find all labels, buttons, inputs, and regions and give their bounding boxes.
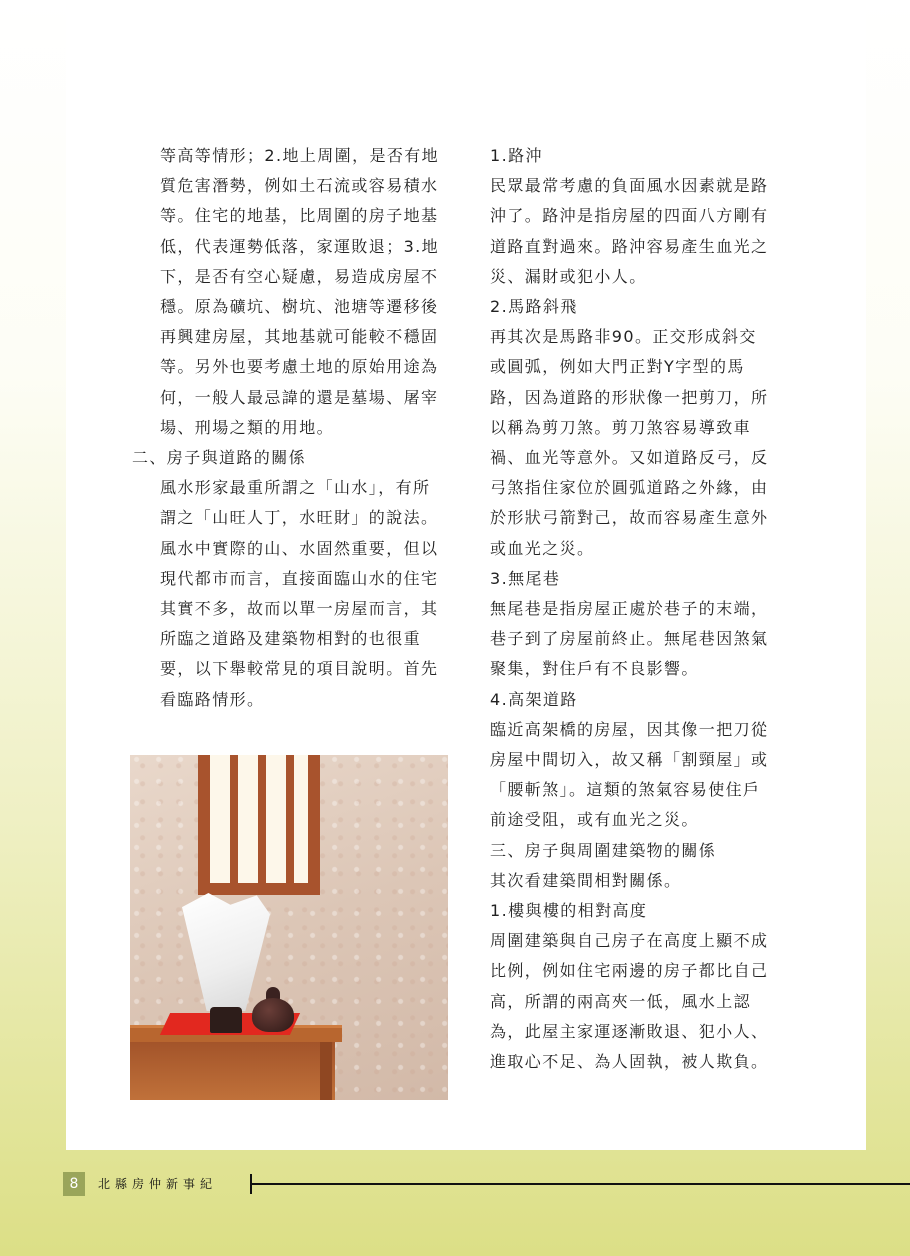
magazine-title: 北縣房仲新事紀	[98, 1177, 218, 1191]
text-line: 或血光之災。	[490, 538, 595, 558]
right-column	[490, 141, 810, 1077]
section-3-intro: 其次看建築間相對關係。	[490, 870, 682, 890]
lamp-shade	[182, 893, 270, 1011]
text-line: 看臨路情形。	[160, 689, 265, 709]
interior-photo	[130, 755, 448, 1100]
text-line: 風水中實際的山、水固然重要，但以	[160, 538, 439, 558]
text-line: 進取心不足、為人固執，被人欺負。	[490, 1052, 769, 1072]
text-line: 低，代表運勢低落，家運敗退；3.地	[160, 236, 440, 256]
section-2-heading: 二、房子與道路的關係	[132, 448, 307, 468]
text-line: 為，此屋主家運逐漸敗退、犯小人、	[490, 1021, 769, 1041]
text-line: 下，是否有空心疑慮，易造成房屋不	[160, 266, 439, 286]
text-line: 前途受阻，或有血光之災。	[490, 810, 699, 830]
side-table-leg	[320, 1042, 332, 1100]
section-3-heading: 三、房子與周圍建築物的關係	[490, 840, 717, 860]
text-line: 何，一般人最忌諱的還是墓場、屠宰	[160, 387, 439, 407]
text-line: 民眾最常考慮的負面風水因素就是路	[490, 176, 769, 196]
text-line: 其實不多，故而以單一房屋而言，其	[160, 599, 439, 619]
text-line: 穩。原為礦坑、樹坑、池塘等遷移後	[160, 297, 439, 317]
text-line: 災、漏財或犯小人。	[490, 266, 647, 286]
window-pane	[238, 755, 258, 883]
text-line: 房屋中間切入，故又稱「割頸屋」或	[490, 750, 769, 770]
text-line: 巷子到了房屋前終止。無尾巷因煞氣	[490, 629, 769, 649]
text-line: 要，以下舉較常見的項目說明。首先	[160, 659, 439, 679]
left-column	[132, 141, 460, 715]
text-line: 現代都市而言，直接面臨山水的住宅	[160, 568, 439, 588]
footer-rule	[252, 1183, 910, 1185]
text-line: 等。住宅的地基，比周圍的房子地基	[160, 206, 439, 226]
shoji-window	[198, 755, 320, 895]
item-3-heading: 3.無尾巷	[490, 568, 561, 588]
text-line: 沖了。路沖是指房屋的四面八方剛有	[490, 206, 769, 226]
text-line: 以稱為剪刀煞。剪刀煞容易導致車	[490, 417, 752, 437]
text-line: 再其次是馬路非90。正交形成斜交	[490, 327, 757, 347]
text-line: 高，所謂的兩高夾一低，風水上認	[490, 991, 752, 1011]
lamp-base	[210, 1007, 242, 1033]
side-table-body	[130, 1042, 335, 1100]
text-line: 比例，例如住宅兩邊的房子都比自己	[490, 961, 769, 981]
jar-body	[252, 998, 294, 1032]
text-line: 聚集，對住戶有不良影響。	[490, 659, 699, 679]
text-line: 再興建房屋，其地基就可能較不穩固	[160, 327, 439, 347]
text-line: 場、刑場之類的用地。	[160, 417, 335, 437]
text-line: 質危害潛勢，例如土石流或容易積水	[160, 176, 439, 196]
page-number: 8	[63, 1172, 85, 1196]
text-line: 風水形家最重所謂之「山水」，有所	[160, 478, 431, 498]
text-line: 禍、血光等意外。又如道路反弓，反	[490, 448, 769, 468]
text-line: 等。另外也要考慮土地的原始用途為	[160, 357, 439, 377]
text-line: 路，因為道路的形狀像一把剪刀，所	[490, 387, 769, 407]
text-line: 所臨之道路及建築物相對的也很重	[160, 629, 422, 649]
item-2-heading: 2.馬路斜飛	[490, 297, 578, 317]
text-line: 等高等情形；2.地上周圍，是否有地	[160, 146, 440, 165]
text-line: 或圓弧，例如大門正對Y字型的馬	[490, 357, 745, 377]
text-line: 於形狀弓箭對己，故而容易產生意外	[490, 508, 769, 528]
window-pane	[210, 755, 230, 883]
text-line: 弓煞指住家位於圓弧道路之外緣，由	[490, 478, 769, 498]
text-line: 周圍建築與自己房子在高度上顯不成	[490, 931, 769, 951]
text-line: 臨近高架橋的房屋，因其像一把刀從	[490, 719, 769, 739]
text-line: 謂之「山旺人丁，水旺財」的說法。	[160, 508, 439, 528]
text-line: 道路直對過來。路沖容易產生血光之	[490, 236, 769, 256]
section-3-item-heading: 1.樓與樓的相對高度	[490, 901, 648, 921]
text-line: 「腰斬煞」。這類的煞氣容易使住戶	[490, 780, 761, 800]
item-4-heading: 4.高架道路	[490, 689, 578, 709]
window-pane	[266, 755, 286, 883]
window-pane	[294, 755, 308, 883]
text-line: 無尾巷是指房屋正處於巷子的末端，	[490, 599, 769, 619]
item-1-heading: 1.路沖	[490, 146, 543, 165]
